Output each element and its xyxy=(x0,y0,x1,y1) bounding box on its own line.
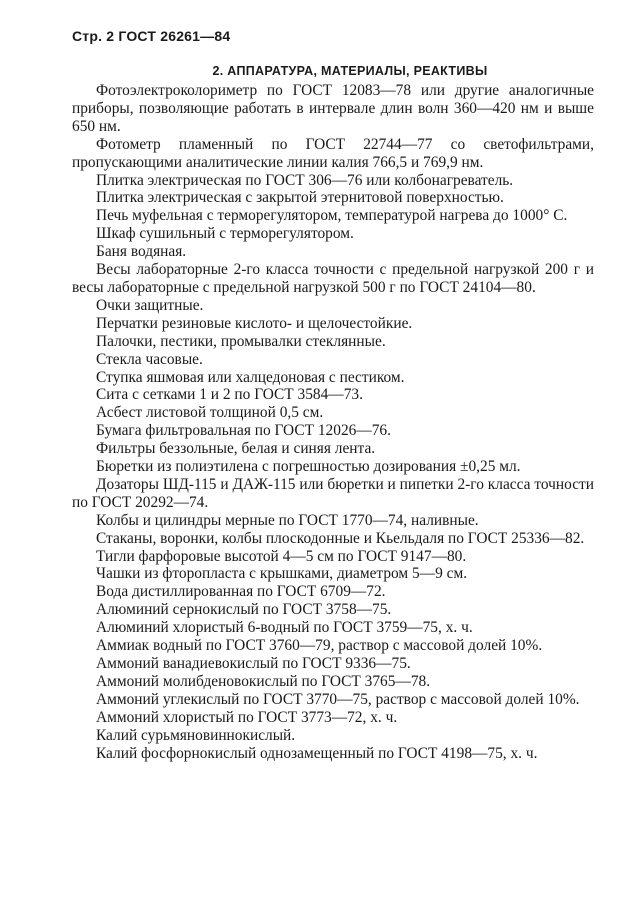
list-item: Печь муфельная с терморегулятором, температурой нагрева до 1000° С. xyxy=(96,207,568,225)
section-title: 2. АППАРАТУРА, МАТЕРИАЛЫ, РЕАКТИВЫ xyxy=(212,64,488,78)
list-item: Ступка яшмовая или халцедоновая с пестиком. xyxy=(96,368,405,386)
list-item: Алюминий сернокислый по ГОСТ 3758—75. xyxy=(96,601,392,619)
list-item: Бумага фильтровальная по ГОСТ 12026—76. xyxy=(96,422,391,440)
list-item: Фильтры беззольные, белая и синяя лента. xyxy=(96,440,376,458)
list-item: Аммиак водный по ГОСТ 3760—79, раствор с массовой долей 10%. xyxy=(96,637,543,655)
list-item: Чашки из фторопласта с крышками, диаметром 5—9 см. xyxy=(96,565,468,583)
list-item: Калий фосфорнокислый однозамещенный по ГОСТ 4198—75, х. ч. xyxy=(96,744,538,762)
list-item: Фотоэлектроколориметр по ГОСТ 12083—78 или другие аналогичные приборы, позволяющие работать в интервале длин волн 360—420 нм и выше 650 нм. xyxy=(72,82,594,135)
list-item: Вода дистиллированная по ГОСТ 6709—72. xyxy=(96,583,386,601)
running-header: Стр. 2 ГОСТ 26261—84 xyxy=(72,28,231,44)
list-item: Сита с сетками 1 и 2 по ГОСТ 3584—73. xyxy=(96,386,363,404)
list-item: Калий сурьмяновиннокислый. xyxy=(96,726,296,744)
list-item: Перчатки резиновые кислото- и щелочестойкие. xyxy=(96,314,413,332)
list-item: Аммоний молибденовокислый по ГОСТ 3765—78. xyxy=(96,672,431,690)
equipment-list xyxy=(72,82,594,762)
list-item: Асбест листовой толщиной 0,5 см. xyxy=(96,404,324,422)
list-item: Плитка электрическая с закрытой этернитовой поверхностью. xyxy=(96,189,504,207)
list-item: Тигли фарфоровые высотой 4—5 см по ГОСТ 9147—80. xyxy=(96,547,467,565)
list-item: Колбы и цилиндры мерные по ГОСТ 1770—74, наливные. xyxy=(96,511,479,529)
list-item: Стекла часовые. xyxy=(96,350,203,368)
list-item: Дозаторы ШД-115 и ДАЖ-115 или бюретки и пипетки 2-го класса точности по ГОСТ 20292—74. xyxy=(72,475,594,511)
list-item: Шкаф сушильный с терморегулятором. xyxy=(96,225,354,243)
list-item: Фотометр пламенный по ГОСТ 22744—77 со светофильтрами, пропускающими аналитические линии калия 766,5 и 769,9 нм. xyxy=(72,135,594,171)
list-item: Баня водяная. xyxy=(96,243,187,261)
list-item: Аммоний ванадиевокислый по ГОСТ 9336—75. xyxy=(96,655,411,672)
list-item: Плитка электрическая по ГОСТ 306—76 или колбонагреватель. xyxy=(96,171,514,189)
list-item: Весы лабораторные 2-го класса точности с предельной нагрузкой 200 г и весы лабораторные с предельной нагрузкой 500 г по ГОСТ 24104—80. xyxy=(72,261,594,296)
list-item: Палочки, пестики, промывалки стеклянные. xyxy=(96,332,386,350)
list-item: Очки защитные. xyxy=(96,296,204,314)
list-item: Алюминий хлористый 6-водный по ГОСТ 3759—75, х. ч. xyxy=(96,619,473,637)
list-item: Стаканы, воронки, колбы плоскодонные и Кьельдаля по ГОСТ 25336—82. xyxy=(96,529,585,547)
list-item: Бюретки из полиэтилена с погрешностью дозирования ±0,25 мл. xyxy=(96,458,521,476)
list-item: Аммоний углекислый по ГОСТ 3770—75, раствор с массовой долей 10%. xyxy=(96,690,580,708)
list-item: Аммоний хлористый по ГОСТ 3773—72, х. ч. xyxy=(96,708,398,726)
